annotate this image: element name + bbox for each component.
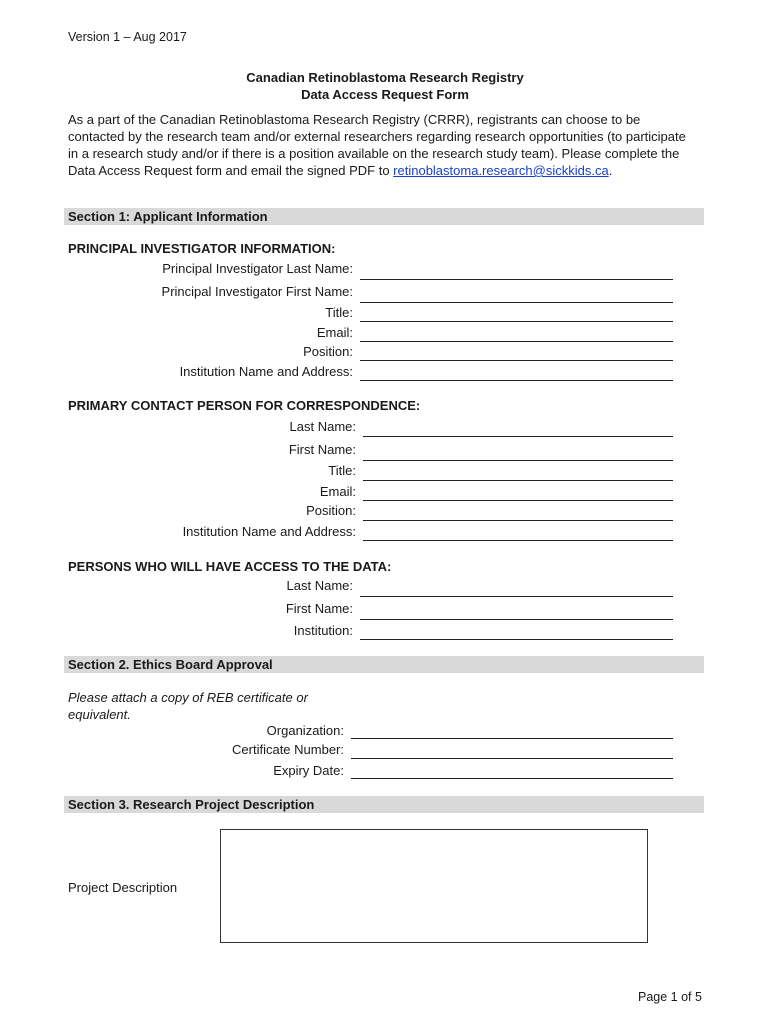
intro-paragraph (68, 111, 688, 179)
access-first-name-field[interactable] (360, 619, 673, 620)
certificate-number-field[interactable] (351, 758, 673, 759)
intro-end: . (608, 163, 613, 178)
section-1-header: Section 1: Applicant Information (64, 208, 704, 225)
section-2-header: Section 2. Ethics Board Approval (64, 656, 704, 673)
pi-first-name-label: Principal Investigator First Name: (161, 284, 353, 299)
project-description-label: Project Description (68, 880, 178, 895)
page-number: Page 1 of 5 (638, 990, 702, 1004)
contact-title-field[interactable] (363, 480, 673, 481)
pi-last-name-label: Principal Investigator Last Name: (162, 261, 353, 276)
pi-email-field[interactable] (360, 341, 673, 342)
expiry-date-field[interactable] (351, 778, 673, 779)
reb-note: Please attach a copy of REB certificate or equivalent. (68, 690, 308, 722)
section-3-header: Section 3. Research Project Description (64, 796, 704, 813)
pi-heading: PRINCIPAL INVESTIGATOR INFORMATION: (68, 241, 336, 256)
form-title: Canadian Retinoblastoma Research Registry (246, 70, 524, 85)
pi-email-label: Email: (316, 325, 353, 340)
pi-position-field[interactable] (360, 360, 673, 361)
contact-position-label: Position: (306, 503, 356, 518)
contact-first-name-field[interactable] (363, 460, 673, 461)
pi-title-field[interactable] (360, 321, 673, 322)
contact-last-name-field[interactable] (363, 436, 673, 437)
pi-institution-field[interactable] (360, 380, 673, 381)
contact-first-name-label: First Name: (288, 442, 356, 457)
access-institution-label: Institution: (293, 623, 353, 638)
access-heading: PERSONS WHO WILL HAVE ACCESS TO THE DATA: (68, 559, 392, 574)
access-last-name-field[interactable] (360, 596, 673, 597)
contact-title-label: Title: (328, 463, 356, 478)
project-description-box[interactable] (220, 829, 648, 943)
pi-position-label: Position: (303, 344, 353, 359)
pi-title-label: Title: (325, 305, 353, 320)
form-subtitle: Data Access Request Form (301, 87, 469, 102)
contact-email-field[interactable] (363, 500, 673, 501)
pi-institution-label: Institution Name and Address: (179, 364, 353, 379)
access-last-name-label: Last Name: (286, 578, 353, 593)
contact-email-label: Email: (319, 484, 356, 499)
contact-institution-field[interactable] (363, 540, 673, 541)
access-first-name-label: First Name: (285, 601, 353, 616)
organization-label: Organization: (266, 723, 344, 738)
contact-email-link[interactable]: retinoblastoma.research@sickkids.ca (393, 163, 609, 178)
access-institution-field[interactable] (360, 639, 673, 640)
pi-first-name-field[interactable] (360, 302, 673, 303)
organization-field[interactable] (351, 738, 673, 739)
contact-last-name-label: Last Name: (289, 419, 356, 434)
contact-position-field[interactable] (363, 520, 673, 521)
certificate-number-label: Certificate Number: (232, 742, 344, 757)
pi-last-name-field[interactable] (360, 279, 673, 280)
expiry-date-label: Expiry Date: (273, 763, 344, 778)
contact-heading: PRIMARY CONTACT PERSON FOR CORRESPONDENCE: (68, 398, 421, 413)
version-label: Version 1 – Aug 2017 (68, 30, 187, 44)
intro-text: As a part of the Canadian Retinoblastoma Research Registry (CRRR), registrants can choose to be contacted by the research team and/or external researchers regarding research opportunities (to participate in a research study and/or if there is a position available on the research study team). Please complete the Data Access Request form and email the signed PDF to (68, 112, 686, 178)
contact-institution-label: Institution Name and Address: (182, 524, 356, 539)
